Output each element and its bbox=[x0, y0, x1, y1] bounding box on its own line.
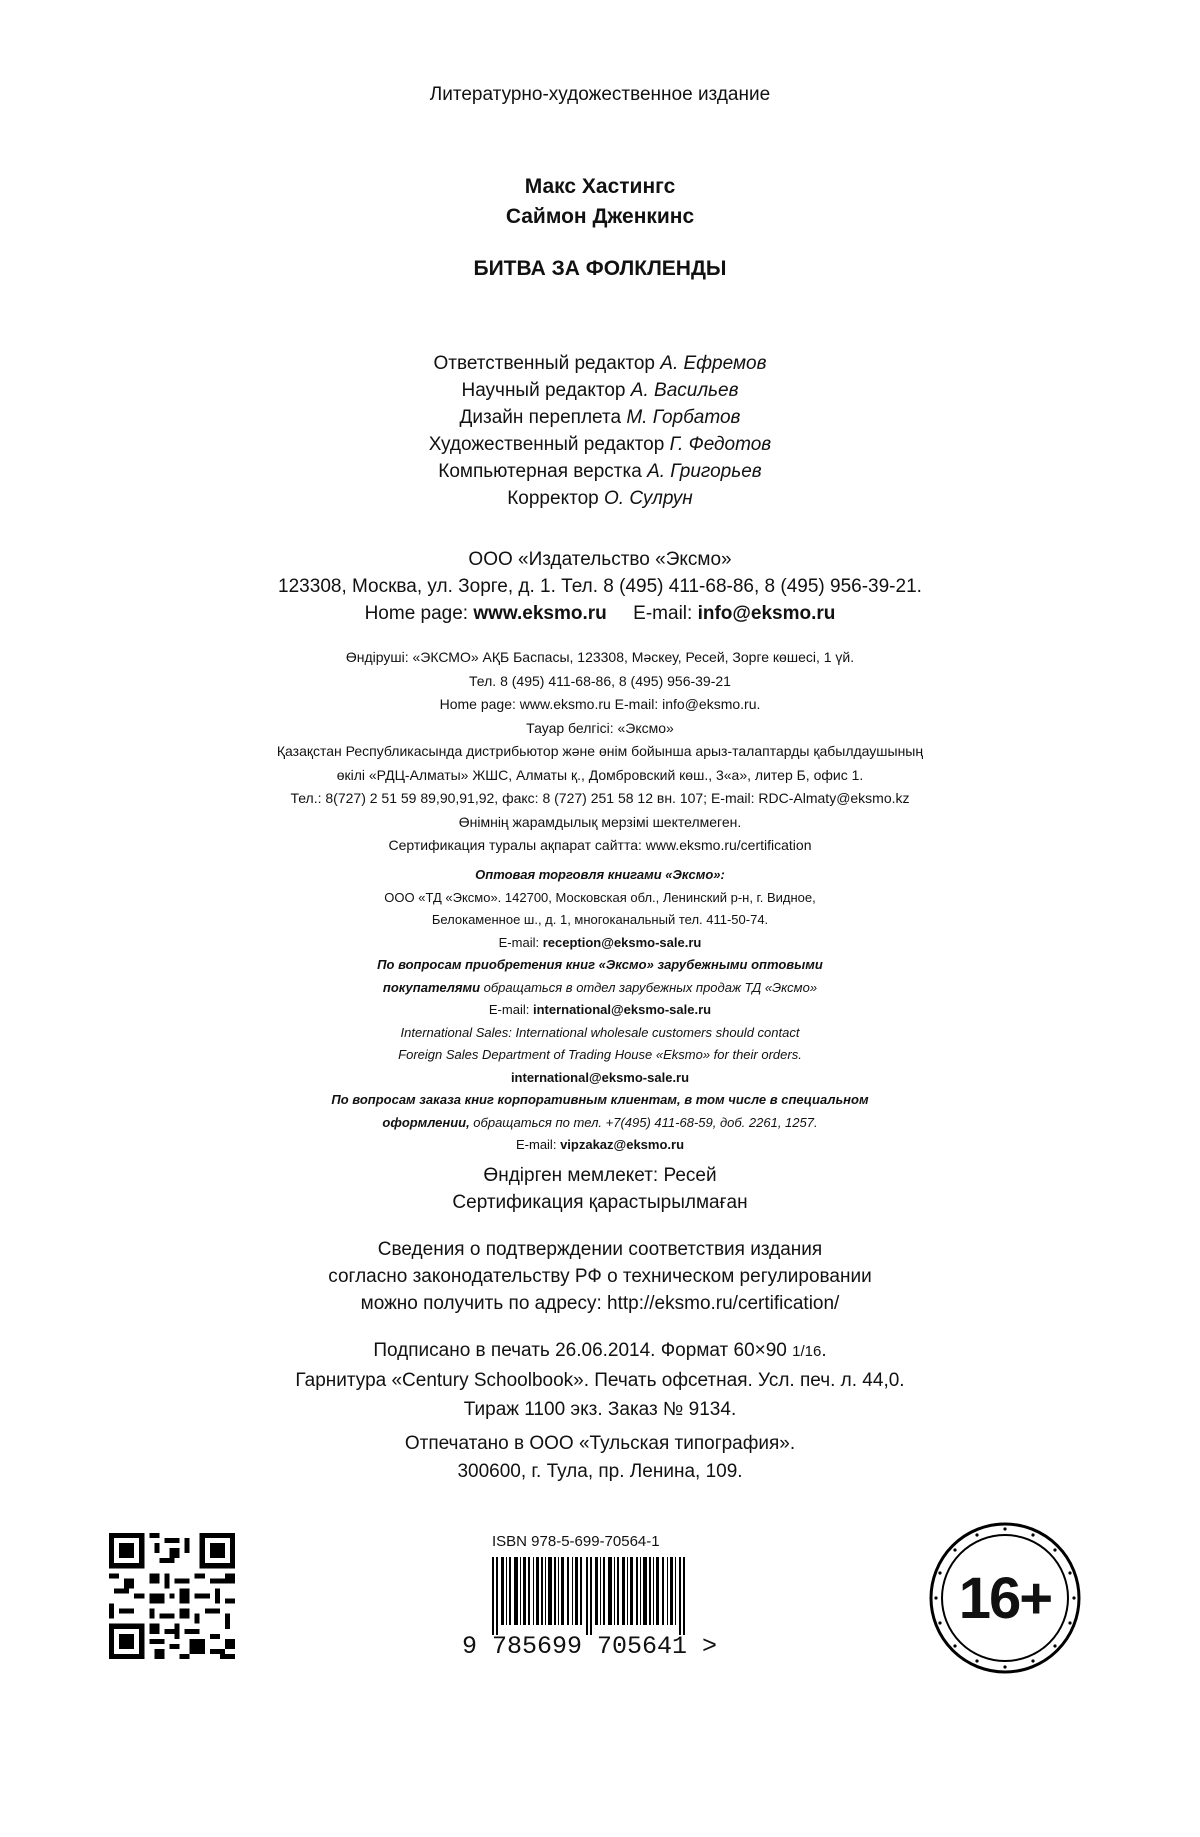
kz-line: Өндіруші: «ЭКСМО» АҚБ Баспасы, 123308, Мәскеу, Ресей, Зорге көшесі, 1 үй. bbox=[345, 649, 855, 665]
printer-line: 300600, г. Тула, пр. Ленина, 109. bbox=[457, 1461, 743, 1482]
foreign-text: обращаться в отдел зарубежных продаж ТД «Эксмо» bbox=[480, 979, 818, 995]
intl-line: International Sales: International wholesale customers should contact bbox=[400, 1024, 800, 1040]
credit-line bbox=[0, 485, 1200, 512]
wholesale-block bbox=[0, 864, 1200, 1157]
signed-text: Подписано в печать 26.06.2014. Формат 60×90 bbox=[373, 1340, 787, 1361]
cert-line: можно получить по адресу: http://eksmo.ru/certification/ bbox=[360, 1293, 840, 1314]
origin-line: Өндірген мемлекет: Ресей bbox=[483, 1165, 717, 1186]
credit-role: Научный редактор bbox=[461, 380, 626, 401]
email-link[interactable]: reception@eksmo-sale.ru bbox=[542, 934, 702, 950]
barcode-digits: 9 785699 705641 > bbox=[462, 1632, 718, 1661]
email-label: E-mail: bbox=[515, 1137, 557, 1152]
kazakh-info-block bbox=[0, 646, 1200, 858]
credit-line bbox=[0, 458, 1200, 485]
corporate-heading: По вопросам заказа книг корпоративным клиентам, в том числе в специальном bbox=[331, 1092, 869, 1107]
wholesale-email-line bbox=[0, 1134, 1200, 1157]
isbn-number: ISBN 978-5-699-70564-1 bbox=[492, 1533, 660, 1550]
credit-role: Ответственный редактор bbox=[433, 353, 655, 374]
credit-name: А. Григорьев bbox=[647, 461, 762, 482]
email-link[interactable]: international@eksmo-sale.ru bbox=[510, 1069, 690, 1085]
qr-code bbox=[109, 1532, 235, 1660]
age-rating-text: 16+ bbox=[958, 1565, 1052, 1631]
wholesale-line: Белокаменное ш., д. 1, многоканальный тел. 411-50-74. bbox=[431, 912, 769, 927]
run-line: Тираж 1100 экз. Заказ № 9134. bbox=[463, 1399, 737, 1420]
email-label: E-mail: bbox=[488, 1002, 530, 1017]
email-label: E-mail: bbox=[498, 934, 540, 950]
printer-line: Отпечатано в ООО «Тульская типография». bbox=[404, 1433, 796, 1454]
credit-line bbox=[0, 431, 1200, 458]
barcode bbox=[492, 1557, 702, 1635]
publisher-block bbox=[0, 546, 1200, 627]
wholesale-email-line bbox=[0, 999, 1200, 1022]
age-rating-badge bbox=[925, 1518, 1085, 1678]
format-fraction-text: 1/16 bbox=[792, 1343, 822, 1360]
kz-line: Home page: www.eksmo.ru E-mail: info@eksmo.ru. bbox=[439, 696, 761, 712]
email-link[interactable]: info@eksmo.ru bbox=[697, 603, 836, 624]
wholesale-heading: Оптовая торговля книгами «Эксмо»: bbox=[475, 867, 725, 882]
print-info-block bbox=[0, 1336, 1200, 1424]
home-link[interactable]: www.eksmo.ru bbox=[473, 603, 607, 624]
certification-block bbox=[0, 1236, 1200, 1317]
credit-line bbox=[0, 350, 1200, 377]
kz-line: Өнімнің жарамдылық мерзімі шектелмеген. bbox=[458, 813, 742, 830]
publisher-name: ООО «Издательство «Эксмо» bbox=[468, 549, 732, 570]
credit-role: Дизайн переплета bbox=[459, 407, 622, 428]
wholesale-email-line bbox=[0, 932, 1200, 955]
book-title: БИТВА ЗА ФОЛКЛЕНДЫ bbox=[473, 257, 727, 280]
isbn-barcode-block bbox=[462, 1533, 732, 1673]
corporate-heading-cont: оформлении, bbox=[382, 1114, 470, 1130]
corporate-line bbox=[0, 1112, 1200, 1135]
credit-name: Г. Федотов bbox=[669, 434, 772, 455]
email-label: E-mail: bbox=[633, 603, 693, 624]
credits-list bbox=[0, 350, 1200, 512]
cert-line: согласно законодательству РФ о техническом регулировании bbox=[328, 1266, 872, 1287]
email-link[interactable]: vipzakaz@eksmo.ru bbox=[560, 1137, 685, 1152]
credit-line bbox=[0, 404, 1200, 431]
email-link[interactable]: international@eksmo-sale.ru bbox=[532, 1002, 712, 1017]
publisher-contacts bbox=[0, 600, 1200, 627]
printer-block bbox=[0, 1430, 1200, 1486]
kz-line: Тел. 8 (495) 411-68-86, 8 (495) 956-39-21 bbox=[469, 672, 731, 689]
origin-block bbox=[0, 1162, 1200, 1216]
credit-line bbox=[0, 377, 1200, 404]
signed-line: Подписано в печать 26.06.2014. Формат 60×90 1/16. bbox=[373, 1340, 827, 1361]
typeface-line: Гарнитура «Century Schoolbook». Печать офсетная. Усл. печ. л. 44,0. bbox=[295, 1370, 905, 1391]
authors bbox=[0, 172, 1200, 232]
credit-role: Корректор bbox=[507, 488, 599, 509]
author-name: Макс Хастингс bbox=[524, 175, 676, 198]
kz-line: Тел.: 8(727) 2 51 59 89,90,91,92, факс: 8 (727) 251 58 12 вн. 107; E-mail: RDC-Almaty@eksmo.kz bbox=[290, 790, 910, 806]
publisher-address: 123308, Москва, ул. Зорге, д. 1. Тел. 8 (495) 411-68-86, 8 (495) 956-39-21. bbox=[278, 576, 922, 597]
kz-line: өкілі «РДЦ-Алматы» ЖШС, Алматы қ., Домбровский көш., 3«а», литер Б, офис 1. bbox=[336, 766, 864, 783]
credit-name: О. Сулрун bbox=[604, 488, 693, 509]
credit-role: Компьютерная верстка bbox=[438, 461, 642, 482]
format-fraction bbox=[792, 1343, 821, 1360]
cert-line: Сведения о подтверждении соответствия издания bbox=[377, 1239, 823, 1260]
kz-line: Қазақстан Республикасында дистрибьютор және өнім бойынша арыз-талаптарды қабылдаушының bbox=[276, 743, 924, 759]
genre-line: Литературно-художественное издание bbox=[429, 84, 771, 105]
credit-name: А. Васильев bbox=[630, 380, 739, 401]
wholesale-line: ООО «ТД «Эксмо». 142700, Московская обл., Ленинский р-н, г. Видное, bbox=[384, 889, 816, 905]
kz-line: Тауар белгісі: «Эксмо» bbox=[526, 719, 674, 736]
origin-line: Сертификация қарастырылмаған bbox=[452, 1192, 748, 1213]
corporate-text: обращаться по тел. +7(495) 411-68-59, доб. 2261, 1257. bbox=[469, 1114, 818, 1130]
intl-line: Foreign Sales Department of Trading House «Eksmo» for their orders. bbox=[398, 1047, 802, 1062]
foreign-heading-cont: покупателями bbox=[382, 979, 481, 995]
foreign-heading: По вопросам приобретения книг «Эксмо» зарубежными оптовыми bbox=[377, 957, 823, 972]
foreign-line bbox=[0, 977, 1200, 1000]
kz-line: Сертификация туралы ақпарат сайтта: www.eksmo.ru/certification bbox=[388, 837, 812, 853]
credit-role: Художественный редактор bbox=[428, 434, 665, 455]
credit-name: А. Ефремов bbox=[660, 353, 767, 374]
credit-name: М. Горбатов bbox=[626, 407, 741, 428]
home-label: Home page: bbox=[364, 603, 469, 624]
author-name: Саймон Дженкинс bbox=[505, 205, 695, 228]
